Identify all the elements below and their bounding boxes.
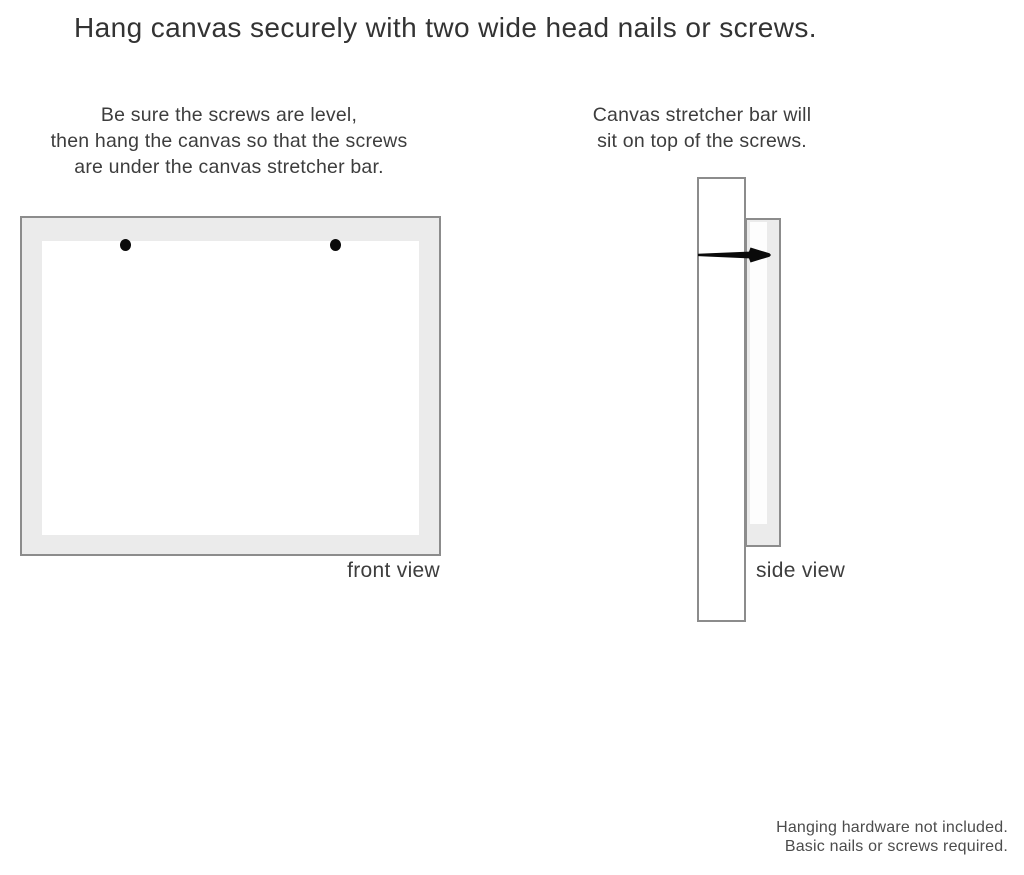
front-view-instruction [18,102,440,180]
page-title: Hang canvas securely with two wide head nails or screws. [74,12,817,43]
instruction-line: are under the canvas stretcher bar. [74,156,384,178]
footer-line: Hanging hardware not included. [776,819,1008,836]
screw-dot-left-icon [120,239,131,251]
instruction-line: sit on top of the screws. [597,130,807,152]
front-view-label: front view [347,559,440,582]
instruction-line: Be sure the screws are level, [100,104,358,126]
footer-line: Basic nails or screws required. [784,838,1008,855]
screw-dot-right-icon [330,239,341,251]
footer-note [776,818,1008,856]
nail-icon [690,238,782,272]
instruction-line: Canvas stretcher bar will [592,104,812,126]
side-view-instruction [553,102,851,154]
front-view-canvas-frame [20,216,441,556]
front-view-canvas-face [42,241,419,535]
side-view-label: side view [756,559,846,582]
instruction-line: then hang the canvas so that the screws [50,130,408,152]
